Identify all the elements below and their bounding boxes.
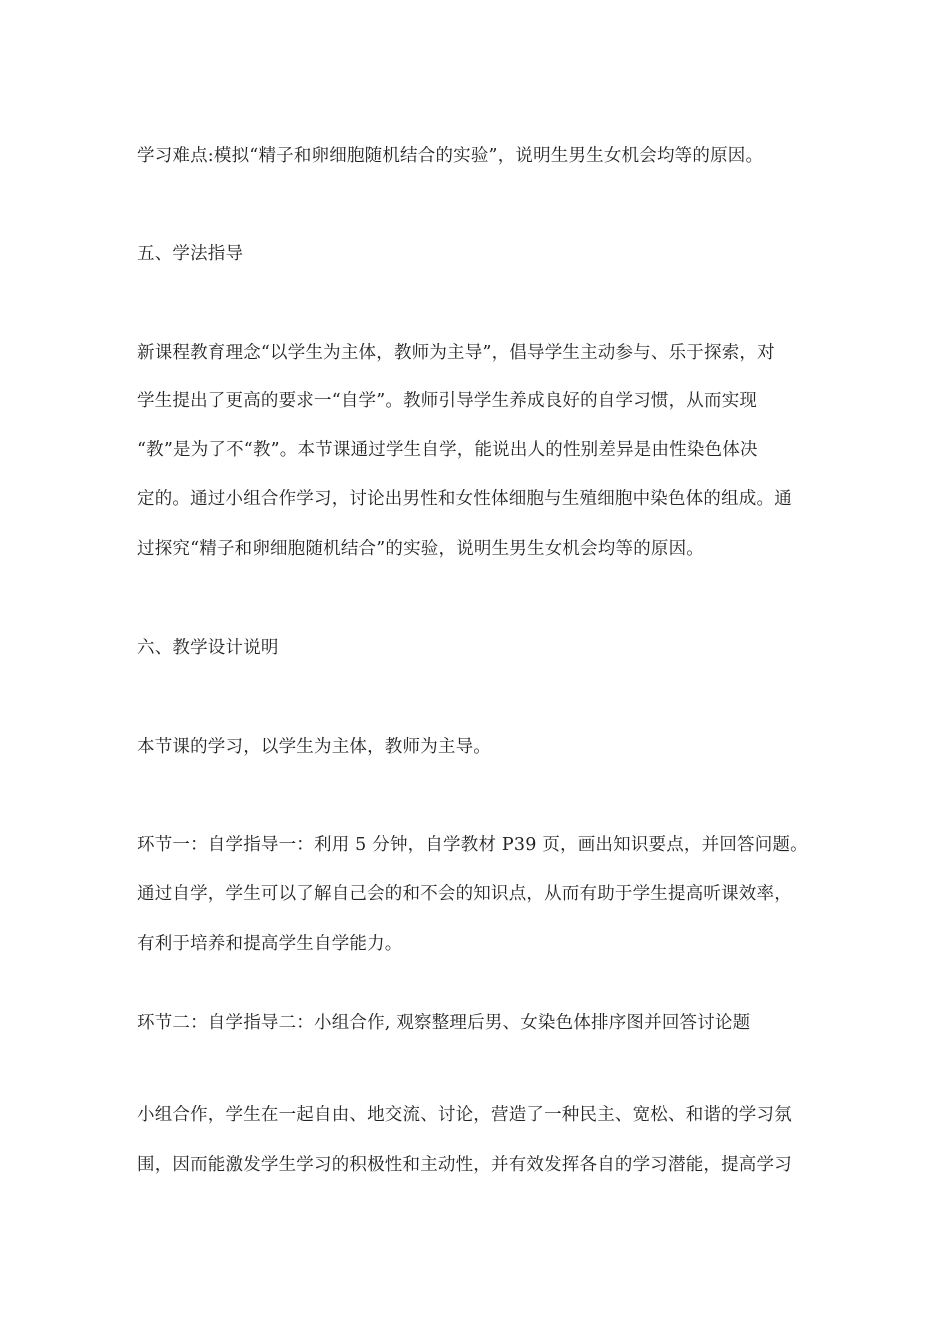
section-5-paragraph-line: 学生提出了更高的要求一“自学”。教师引导学生养成良好的自学习惯，从而实现 (137, 391, 758, 411)
section-5-paragraph-line: 过探究“精子和卵细胞随机结合”的实验，说明生男生女机会均等的原因。 (137, 539, 704, 559)
section-5-paragraph-line: 定的。通过小组合作学习，讨论出男性和女性体细胞与生殖细胞中染色体的组成。通 (137, 489, 792, 509)
section-6-intro: 本节课的学习，以学生为主体，教师为主导。 (137, 737, 491, 757)
step-1-line: 通过自学，学生可以了解自己会的和不会的知识点，从而有助于学生提高听课效率， (137, 884, 792, 904)
section-5-paragraph-line: “教”是为了不“教”。本节课通过学生自学，能说出人的性别差异是由性染色体决 (137, 440, 758, 460)
step-1-line: 环节一：自学指导一：利用 5 分钟，自学教材 P39 页，画出知识要点，并回答问题。 (137, 835, 808, 855)
step-1-line: 有利于培养和提高学生自学能力。 (137, 934, 403, 954)
section-5-paragraph-line: 新课程教育理念“以学生为主体，教师为主导”，倡导学生主动参与、乐于探索，对 (137, 343, 775, 363)
group-work-paragraph-line: 小组合作，学生在一起自由、地交流、讨论，营造了一种民主、宽松、和谐的学习氛 (137, 1105, 792, 1125)
step-2-line: 环节二：自学指导二：小组合作, 观察整理后男、女染色体排序图并回答讨论题 (137, 1013, 751, 1033)
group-work-paragraph-line: 围，因而能激发学生学习的积极性和主动性，并有效发挥各自的学习潜能，提高学习 (137, 1155, 792, 1175)
section-6-heading: 六、教学设计说明 (137, 638, 279, 658)
learning-difficulty-text: 学习难点:模拟“精子和卵细胞随机结合的实验”，说明生男生女机会均等的原因。 (137, 146, 764, 166)
section-5-heading: 五、学法指导 (137, 244, 244, 264)
